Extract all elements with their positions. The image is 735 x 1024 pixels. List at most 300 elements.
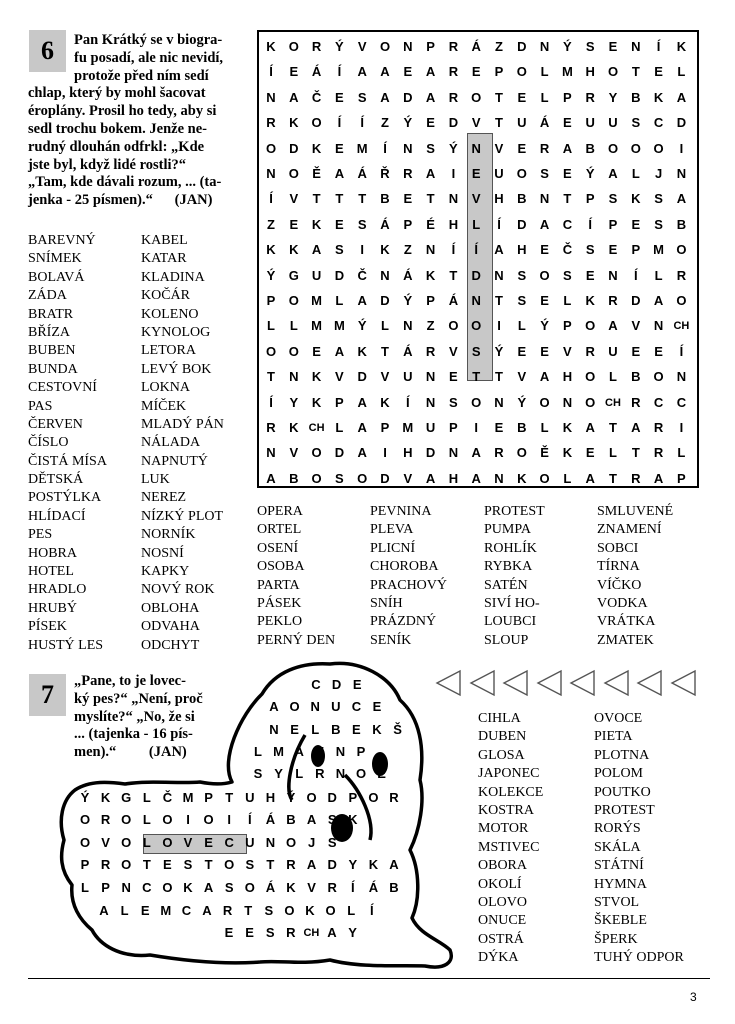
grid-letter: D bbox=[631, 293, 641, 308]
grid-letter: S bbox=[357, 89, 367, 105]
word-list-item: OBORA bbox=[478, 858, 528, 874]
grid-letter: T bbox=[267, 369, 275, 385]
left-arrow-icon bbox=[669, 668, 697, 698]
grid-letter: Í bbox=[337, 115, 342, 131]
dog-grid-letter: K bbox=[368, 857, 379, 872]
grid-letter: E bbox=[471, 166, 481, 181]
grid-letter: O bbox=[471, 89, 482, 105]
grid-letter: Í bbox=[679, 343, 684, 359]
grid-letter: Ý bbox=[266, 267, 276, 283]
grid-letter: O bbox=[676, 242, 687, 258]
grid-letter: O bbox=[288, 343, 299, 359]
grid-letter: T bbox=[495, 293, 503, 308]
grid-letter: Í bbox=[383, 140, 387, 156]
grid-letter: C bbox=[562, 216, 573, 232]
word-list-item: BOLAVÁ bbox=[28, 269, 85, 285]
grid-letter: E bbox=[654, 343, 663, 359]
grid-letter: U bbox=[311, 267, 322, 283]
grid-letter: E bbox=[289, 216, 299, 232]
grid-letter: O bbox=[379, 39, 391, 54]
grid-letter: H bbox=[448, 216, 459, 232]
grid-letter: Z bbox=[495, 39, 503, 54]
grid-letter: U bbox=[608, 115, 618, 131]
left-arrow-icon bbox=[468, 668, 496, 698]
word-list-item: KOČÁR bbox=[141, 288, 191, 304]
clue-line: „Pane, to je lovec- bbox=[74, 673, 186, 689]
grid-letter: M bbox=[356, 140, 368, 156]
grid-letter: Z bbox=[267, 216, 275, 232]
word-list-item: PAS bbox=[28, 398, 53, 414]
grid-letter: Ý bbox=[403, 115, 413, 131]
grid-letter: B bbox=[631, 89, 641, 105]
dog-grid-letter: O bbox=[203, 812, 214, 827]
grid-letter: E bbox=[540, 293, 549, 308]
word-list-item: MSTIVEC bbox=[478, 839, 540, 855]
grid-letter: N bbox=[425, 394, 436, 410]
clue-line: myslíte?“ „No, že si bbox=[74, 708, 195, 725]
dog-grid-letter: J bbox=[307, 835, 316, 850]
grid-letter: E bbox=[517, 89, 527, 105]
clue-line: „Tam, kde dávali rozum, ... (ta- bbox=[28, 174, 222, 191]
grid-letter: N bbox=[380, 267, 390, 283]
grid-letter: P bbox=[380, 420, 390, 435]
dog-grid-letter: M bbox=[160, 903, 172, 918]
word-list-item: TUHÝ ODPOR bbox=[594, 950, 684, 966]
grid-letter: L bbox=[335, 420, 344, 435]
grid-letter: B bbox=[380, 191, 390, 207]
word-list-item: ODCHYT bbox=[141, 637, 200, 653]
word-list-item: POSTÝLKA bbox=[28, 490, 102, 506]
word-list-item: SIVÍ HO- bbox=[484, 595, 540, 611]
word-list-item: SNÍMEK bbox=[28, 251, 82, 267]
grid-letter: N bbox=[539, 39, 550, 54]
word-list-item: PÁSEK bbox=[257, 595, 302, 611]
grid-letter: R bbox=[448, 39, 459, 54]
grid-letter: Ý bbox=[357, 318, 367, 334]
grid-letter: A bbox=[380, 64, 390, 80]
dog-grid-letter: G bbox=[121, 790, 132, 805]
dog-grid-letter: R bbox=[315, 766, 325, 781]
grid-letter: D bbox=[334, 445, 345, 461]
grid-letter: U bbox=[425, 420, 436, 435]
dog-grid-letter: U bbox=[245, 835, 255, 850]
grid-letter: C bbox=[653, 115, 664, 131]
grid-letter: Í bbox=[337, 64, 342, 80]
grid-letter: O bbox=[311, 445, 322, 461]
word-list-item: PES bbox=[28, 527, 53, 543]
grid-letter: V bbox=[335, 369, 344, 385]
dog-grid-letter: L bbox=[142, 790, 151, 805]
grid-letter: A bbox=[425, 89, 436, 105]
grid-letter: M bbox=[402, 420, 414, 435]
dog-grid-letter: E bbox=[204, 835, 213, 850]
dog-grid-letter: A bbox=[269, 699, 279, 714]
grid-letter: L bbox=[381, 318, 389, 334]
grid-letter: Í bbox=[269, 191, 273, 207]
grid-letter: A bbox=[380, 89, 390, 105]
grid-letter: I bbox=[497, 318, 501, 334]
dog-grid-letter: P bbox=[356, 744, 366, 759]
grid-letter: N bbox=[266, 89, 276, 105]
grid-letter: Í bbox=[360, 115, 364, 131]
grid-letter: T bbox=[609, 420, 617, 435]
grid-letter: R bbox=[631, 394, 641, 410]
word-list-item: KATAR bbox=[141, 251, 187, 267]
word-list-item: ČISTÁ MÍSA bbox=[28, 453, 107, 469]
grid-letter: N bbox=[608, 267, 618, 283]
grid-letter: E bbox=[517, 343, 527, 359]
dog-grid-letter: O bbox=[289, 699, 300, 714]
word-list-item: BRATR bbox=[28, 306, 74, 322]
word-list-item: HUSTÝ LES bbox=[28, 637, 104, 653]
grid-letter: B bbox=[631, 369, 641, 385]
grid-letter: Y bbox=[608, 89, 618, 105]
word-list-item: DUBEN bbox=[478, 729, 527, 745]
word-list-item: PROTEST bbox=[484, 504, 545, 519]
word-list-item: ČÍSLO bbox=[28, 435, 69, 451]
dog-grid-letter: Í bbox=[350, 880, 355, 895]
grid-letter: L bbox=[540, 64, 549, 80]
grid-letter: U bbox=[585, 115, 595, 131]
left-arrow-icon bbox=[501, 668, 529, 698]
word-list-item: HLÍDACÍ bbox=[28, 508, 86, 524]
grid-letter: O bbox=[516, 445, 527, 461]
grid-letter: K bbox=[311, 394, 322, 410]
grid-letter: I bbox=[474, 420, 478, 435]
word-list-item: NAPNUTÝ bbox=[141, 453, 208, 469]
grid-letter: N bbox=[425, 369, 436, 385]
dog-grid-letter: O bbox=[162, 835, 173, 850]
grid-letter: T bbox=[449, 267, 458, 283]
grid-letter: K bbox=[380, 242, 390, 258]
grid-letter: O bbox=[471, 318, 482, 334]
grid-letter: A bbox=[425, 166, 436, 181]
grid-letter: L bbox=[472, 216, 481, 232]
grid-letter: V bbox=[631, 318, 641, 334]
grid-letter: O bbox=[311, 470, 322, 486]
grid-letter: A bbox=[334, 166, 345, 181]
grid-letter: T bbox=[631, 445, 640, 461]
left-arrow-icon bbox=[635, 668, 663, 698]
grid-letter: E bbox=[654, 64, 663, 80]
grid-letter: Z bbox=[403, 242, 412, 258]
grid-letter: A bbox=[471, 445, 481, 461]
puzzle-number-box: 6 bbox=[29, 30, 66, 72]
grid-letter: I bbox=[360, 242, 364, 258]
word-list-item: KOLEKCE bbox=[478, 784, 544, 800]
grid-letter: Ý bbox=[335, 39, 344, 54]
dog-grid-letter: Í bbox=[247, 812, 252, 827]
grid-letter: R bbox=[608, 293, 618, 308]
grid-letter: I bbox=[451, 166, 456, 181]
word-list-item: JAPONEC bbox=[478, 766, 540, 782]
clue-line: men).“ (JAN) bbox=[74, 744, 187, 761]
grid-letter: E bbox=[335, 216, 344, 232]
grid-letter: Á bbox=[403, 343, 413, 359]
grid-letter: E bbox=[494, 420, 504, 435]
word-list-item: NOSNÍ bbox=[141, 545, 184, 561]
grid-letter: K bbox=[631, 191, 641, 207]
dog-grid-letter: M bbox=[273, 744, 285, 759]
grid-letter: Ý bbox=[517, 394, 527, 410]
grid-letter: H bbox=[517, 242, 527, 258]
dog-grid-letter: R bbox=[222, 903, 233, 918]
word-list-item: BŘÍZA bbox=[28, 324, 70, 340]
word-list-item: SMLUVENÉ bbox=[597, 504, 674, 519]
grid-letter: E bbox=[540, 343, 549, 359]
dog-grid-letter: E bbox=[352, 677, 362, 692]
dog-grid-letter: K bbox=[286, 880, 296, 895]
word-list-item: SLOUP bbox=[484, 632, 529, 648]
word-list-item: ONUCE bbox=[478, 913, 527, 929]
dog-grid-letter: N bbox=[335, 766, 346, 781]
grid-letter: T bbox=[472, 369, 481, 385]
word-list-item: SATÉN bbox=[484, 577, 528, 593]
grid-letter: O bbox=[585, 394, 596, 410]
word-list-item: KABEL bbox=[141, 233, 188, 248]
grid-letter: O bbox=[311, 115, 322, 131]
dog-grid-letter: A bbox=[306, 857, 317, 872]
grid-letter: D bbox=[471, 267, 481, 283]
grid-letter: B bbox=[289, 470, 299, 486]
dog-grid-letter: O bbox=[121, 835, 132, 850]
dog-grid-letter: K bbox=[183, 880, 193, 895]
grid-letter: A bbox=[494, 242, 504, 258]
word-list-item: PLEVA bbox=[370, 522, 414, 538]
grid-letter: O bbox=[265, 343, 277, 359]
left-arrow-icon bbox=[568, 668, 596, 698]
grid-letter: U bbox=[403, 369, 413, 385]
grid-letter: A bbox=[676, 89, 687, 105]
grid-letter: H bbox=[494, 191, 504, 207]
word-list-item: PÍSEK bbox=[28, 619, 67, 635]
grid-letter: N bbox=[425, 242, 436, 258]
word-list-item: LETORA bbox=[141, 343, 196, 359]
dog-grid-letter: R bbox=[327, 880, 337, 895]
dog-grid-letter: T bbox=[225, 790, 234, 805]
grid-letter: K bbox=[289, 242, 299, 258]
dog-grid-letter: M bbox=[182, 790, 194, 805]
grid-letter: A bbox=[357, 445, 367, 461]
left-arrow-icon bbox=[535, 668, 563, 698]
grid-letter: N bbox=[631, 39, 641, 54]
dog-grid-letter: U bbox=[331, 699, 341, 714]
grid-letter: K bbox=[311, 216, 322, 232]
grid-letter: R bbox=[266, 420, 276, 435]
grid-letter: D bbox=[448, 115, 459, 131]
grid-letter: Í bbox=[269, 394, 273, 410]
grid-letter: L bbox=[540, 420, 549, 435]
word-list-item: CESTOVNÍ bbox=[28, 380, 97, 396]
word-list-item: ZNAMENÍ bbox=[597, 522, 662, 538]
grid-letter: S bbox=[449, 394, 458, 410]
grid-letter: R bbox=[448, 89, 459, 105]
dog-grid-letter: S bbox=[224, 880, 234, 895]
clue-line: ... (tajenka - 16 pís- bbox=[74, 726, 193, 743]
word-list-item: PRÁZDNÝ bbox=[370, 614, 437, 630]
grid-letter: Á bbox=[448, 293, 459, 308]
left-arrow-icon bbox=[434, 668, 462, 698]
grid-letter: K bbox=[289, 115, 299, 131]
dog-grid-letter: P bbox=[348, 790, 358, 805]
dog-grid-letter: U bbox=[245, 790, 255, 805]
grid-letter: V bbox=[517, 369, 527, 385]
dog-grid-letter: Y bbox=[274, 766, 283, 781]
word-list-item: OSTRÁ bbox=[478, 931, 524, 947]
grid-letter: T bbox=[358, 191, 367, 207]
grid-letter: H bbox=[403, 445, 413, 461]
word-list-item: DÝKA bbox=[478, 950, 519, 966]
grid-letter: O bbox=[539, 394, 550, 410]
dog-grid-letter: V bbox=[101, 835, 110, 850]
grid-letter: Z bbox=[426, 318, 435, 334]
grid-letter: H bbox=[562, 369, 573, 385]
grid-letter: R bbox=[676, 267, 687, 283]
word-list-item: KYNOLOG bbox=[141, 324, 211, 340]
left-arrow-icon bbox=[602, 668, 630, 698]
grid-letter: N bbox=[448, 445, 459, 461]
dog-grid-letter: L bbox=[120, 903, 129, 918]
grid-letter: Ý bbox=[585, 166, 595, 181]
dog-grid-letter: A bbox=[389, 857, 399, 872]
grid-letter: M bbox=[311, 318, 323, 334]
dog-grid-letter: N bbox=[269, 722, 279, 737]
grid-letter: S bbox=[563, 267, 572, 283]
dog-grid-letter: C bbox=[181, 903, 192, 918]
grid-letter: S bbox=[540, 166, 549, 181]
grid-letter: P bbox=[335, 394, 344, 410]
word-list-item: HYMNA bbox=[594, 876, 647, 892]
grid-letter: P bbox=[585, 191, 595, 207]
dog-grid-letter: E bbox=[377, 766, 386, 781]
grid-letter: E bbox=[608, 242, 618, 258]
grid-letter: V bbox=[471, 191, 481, 207]
dog-grid-letter: O bbox=[355, 766, 367, 781]
clue-line: ký pes?“ „Není, proč bbox=[74, 690, 203, 707]
word-list-item: CHOROBA bbox=[370, 559, 439, 575]
grid-letter: S bbox=[654, 216, 663, 232]
grid-letter: S bbox=[471, 343, 481, 359]
word-list-item: SNÍH bbox=[370, 595, 403, 611]
grid-letter: E bbox=[403, 191, 413, 207]
grid-letter: A bbox=[608, 166, 618, 181]
grid-letter: E bbox=[335, 89, 344, 105]
grid-letter: É bbox=[426, 216, 435, 232]
word-list-item: MOTOR bbox=[478, 821, 529, 837]
grid-letter: P bbox=[403, 216, 413, 232]
clue-line: fu posadí, ale nic nevidí, bbox=[74, 49, 224, 66]
grid-letter: O bbox=[539, 267, 550, 283]
dog-grid-letter: I bbox=[186, 812, 190, 827]
dog-grid-letter: E bbox=[163, 857, 172, 872]
grid-letter: T bbox=[609, 470, 617, 486]
dog-grid-letter: D bbox=[327, 790, 337, 805]
dog-grid-letter: E bbox=[315, 744, 325, 759]
grid-letter: O bbox=[265, 140, 277, 156]
word-list-item: PERNÝ DEN bbox=[257, 632, 336, 648]
grid-letter: O bbox=[471, 394, 482, 410]
dog-grid-letter: O bbox=[285, 835, 297, 850]
grid-letter: Y bbox=[289, 394, 299, 410]
grid-letter: Ý bbox=[563, 39, 572, 54]
grid-letter: N bbox=[448, 191, 459, 207]
word-list-item: OKOLÍ bbox=[478, 876, 522, 892]
word-list-item: BAREVNÝ bbox=[28, 233, 96, 248]
grid-letter: U bbox=[608, 343, 618, 359]
grid-letter: M bbox=[311, 293, 323, 308]
grid-letter: A bbox=[357, 420, 367, 435]
word-list-item: LOUBCI bbox=[484, 614, 537, 630]
dog-grid-letter: Á bbox=[265, 812, 276, 827]
dog-grid-letter: R bbox=[100, 857, 111, 872]
word-list-item: RORÝS bbox=[594, 821, 641, 837]
word-list-item: PROTEST bbox=[594, 802, 655, 818]
clue-line: jenka - 25 písmen).“ (JAN) bbox=[28, 192, 213, 209]
word-list-item: OPERA bbox=[257, 504, 303, 519]
word-list-item: NORNÍK bbox=[141, 527, 196, 543]
grid-letter: A bbox=[608, 318, 618, 334]
page-number: 3 bbox=[690, 990, 697, 1004]
grid-letter: S bbox=[585, 242, 595, 258]
grid-letter: N bbox=[471, 140, 481, 156]
dog-grid-letter: P bbox=[101, 880, 110, 895]
dog-grid-letter: I bbox=[227, 812, 231, 827]
grid-letter: V bbox=[563, 343, 572, 359]
grid-letter: Z bbox=[381, 115, 389, 131]
grid-letter: O bbox=[653, 140, 664, 156]
dog-grid-letter: O bbox=[162, 880, 173, 895]
grid-letter: V bbox=[289, 191, 299, 207]
clue-line: protože před ním sedí bbox=[74, 67, 209, 84]
grid-letter: V bbox=[471, 115, 481, 131]
grid-letter: A bbox=[676, 191, 687, 207]
grid-letter: A bbox=[653, 470, 664, 486]
dog-grid-letter: C bbox=[224, 835, 234, 850]
dog-grid-letter: C bbox=[351, 699, 362, 714]
dog-grid-letter: L bbox=[295, 766, 304, 781]
dog-grid-letter: S bbox=[264, 903, 274, 918]
grid-letter: N bbox=[289, 369, 299, 385]
dog-grid-letter: S bbox=[327, 835, 337, 850]
grid-letter: I bbox=[679, 420, 684, 435]
dog-grid-letter: K bbox=[100, 790, 111, 805]
word-list-item: ŠKEBLE bbox=[594, 913, 647, 929]
grid-letter: Í bbox=[656, 39, 661, 54]
dog-grid-letter: O bbox=[79, 812, 91, 827]
word-list-item: OSOBA bbox=[257, 559, 305, 575]
grid-letter: CH bbox=[308, 422, 325, 434]
grid-letter: Ý bbox=[540, 318, 549, 334]
clue-line: éroplány. Prosil ho tedy, aby si bbox=[28, 103, 217, 120]
dog-grid-letter: O bbox=[121, 857, 132, 872]
word-list-item: SOBCI bbox=[597, 540, 639, 556]
word-list-item: CIHLA bbox=[478, 711, 521, 726]
dog-grid-letter: R bbox=[389, 790, 399, 805]
dog-grid-letter: S bbox=[253, 766, 263, 781]
grid-letter: N bbox=[494, 394, 504, 410]
dog-grid-letter: V bbox=[183, 835, 193, 850]
grid-letter: D bbox=[289, 140, 299, 156]
grid-letter: D bbox=[380, 293, 390, 308]
dog-grid-letter: Y bbox=[348, 857, 358, 872]
dog-grid-letter: K bbox=[305, 903, 315, 918]
dog-grid-letter: D bbox=[327, 857, 337, 872]
grid-letter: O bbox=[653, 369, 664, 385]
grid-letter: P bbox=[426, 39, 435, 54]
grid-letter: T bbox=[426, 191, 435, 207]
dog-grid-letter: A bbox=[99, 903, 109, 918]
grid-letter: M bbox=[333, 318, 345, 334]
